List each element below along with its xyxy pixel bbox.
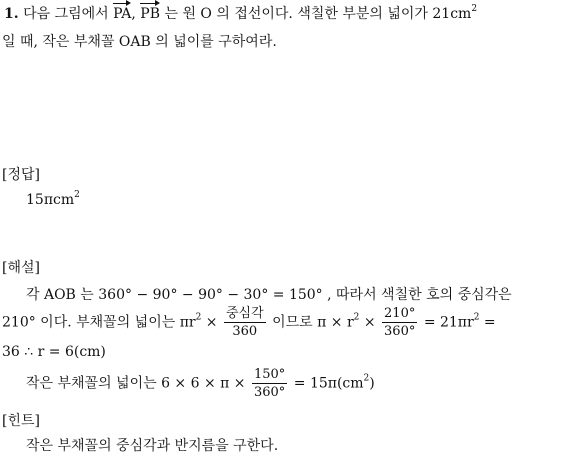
solution-line-4-post: = 15π(cm xyxy=(293,375,364,392)
solution-line-3: 36 ∴ r = 6(cm) xyxy=(2,344,106,360)
solution-line-4 xyxy=(26,366,375,401)
solution-line-2-times: × xyxy=(201,314,222,331)
question-text-pre: 다음 그림에서 xyxy=(23,6,109,22)
question-superscript: 2 xyxy=(471,4,478,14)
vector-pb: PB xyxy=(140,6,161,22)
solution-line-4-close: ) xyxy=(369,375,375,392)
sup-2b: 2 xyxy=(353,312,360,323)
solution-line-2-pre: 210° 이다. 부채꼴의 넓이는 πr xyxy=(2,314,196,331)
solution-line-2: 210° 이다. 부채꼴의 넓이는 $\pi r^2$ × $\frac{\text{중심각}}{360}$ 이므로 $\pi \times r^2$ × $\frac{210^\circ}{360^\circ}$ = $21\pi r^2$ = xyxy=(2,306,496,339)
solution-line-2-end: = xyxy=(479,314,496,331)
fraction-3-denominator: 360° xyxy=(253,385,286,400)
sup-2d: 2 xyxy=(363,373,370,384)
solution-line-2-mid: 이므로 π × r xyxy=(272,314,354,331)
question-comma: , xyxy=(131,6,136,22)
hint-text: 작은 부채꼴의 중심각과 반지름을 구한다. xyxy=(26,438,279,454)
solution-line-2-post: = 21πr xyxy=(423,314,474,331)
answer-value xyxy=(26,190,80,210)
question-text-mid: 는 원 O 의 접선이다. 색칠한 부분의 넓이가 21cm xyxy=(164,6,472,22)
fraction-2-numerator: 210° xyxy=(384,306,416,321)
solution-line-1: 각 AOB 는 360° − 90° − 90° − 30° = 150° , 따라서 색칠한 호의 중심각은 xyxy=(26,287,512,303)
answer-value-text: 15πcm xyxy=(26,192,75,208)
question-line-1 xyxy=(4,4,477,24)
solution-heading: [해설] xyxy=(2,260,40,276)
fraction-3-numerator: 150° xyxy=(253,367,286,382)
sup-2c: 2 xyxy=(473,312,480,323)
fraction-central-angle xyxy=(224,305,266,340)
solution-line-4-pre: 작은 부채꼴의 넓이는 6 × 6 × π × xyxy=(26,375,246,392)
fraction-150 xyxy=(252,366,287,401)
vector-pa: PA xyxy=(113,6,132,22)
hint-heading: [힌트] xyxy=(2,413,40,429)
fraction-2-denominator: 360° xyxy=(384,324,416,339)
fraction-1-denominator: 360 xyxy=(232,324,258,339)
question-line-2: 일 때, 작은 부채꼴 OAB 의 넓이를 구하여라. xyxy=(2,34,277,50)
sup-2a: 2 xyxy=(195,312,202,323)
answer-heading: [정답] xyxy=(2,167,40,183)
fraction-1-numerator: 중심각 xyxy=(225,306,264,321)
fraction-210 xyxy=(382,305,417,340)
question-number: 1. xyxy=(4,6,19,22)
answer-superscript: 2 xyxy=(74,190,80,200)
